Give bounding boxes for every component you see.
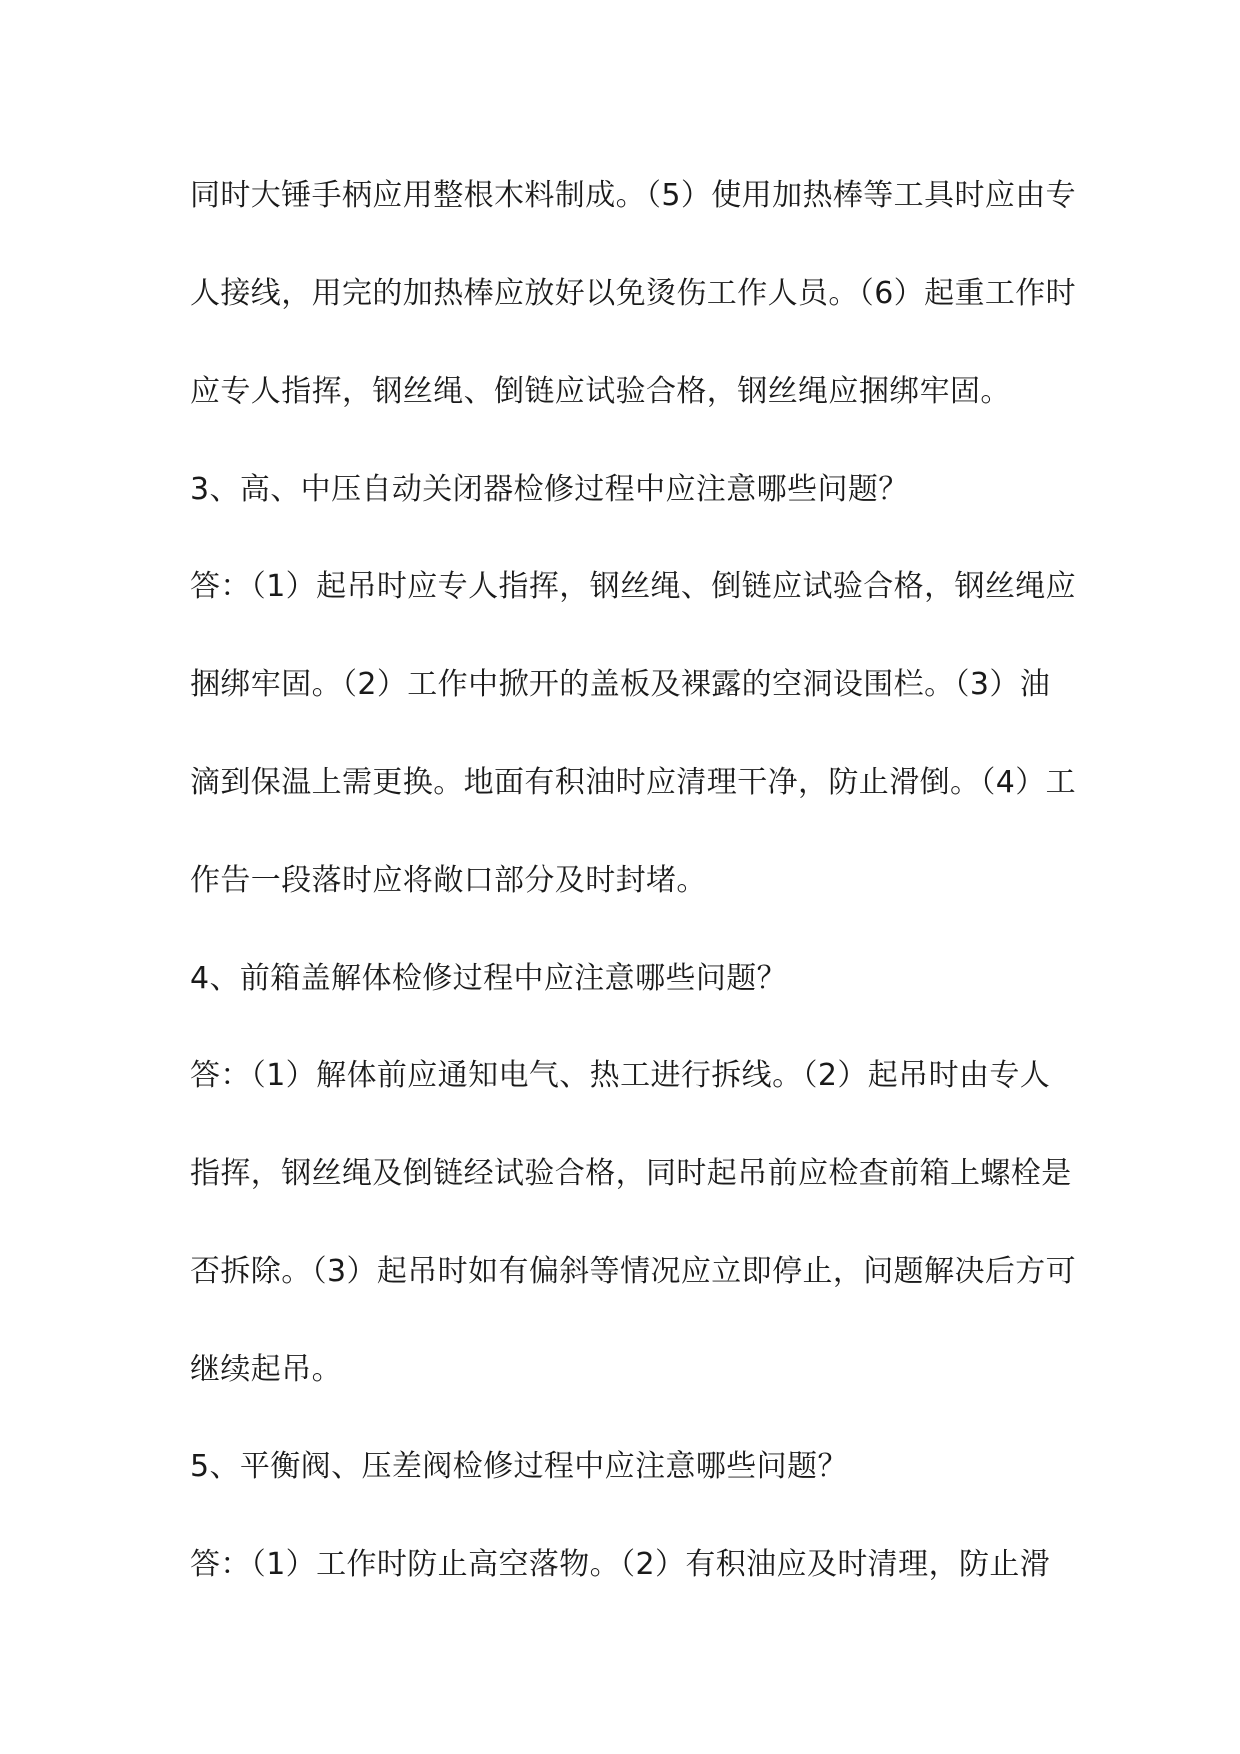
- answer-line: 继续起吊。: [190, 1352, 342, 1387]
- answer-line: 滴到保温上需更换。地面有积油时应清理干净，防止滑倒。（4）工: [190, 765, 1077, 800]
- question-heading: 3、高、中压自动关闭器检修过程中应注意哪些问题？: [190, 472, 909, 507]
- question-heading: 4、前箱盖解体检修过程中应注意哪些问题？: [190, 961, 788, 996]
- paragraph-line: 应专人指挥，钢丝绳、倒链应试验合格，钢丝绳应捆绑牢固。: [190, 374, 1011, 409]
- answer-line: 答：（1）起吊时应专人指挥，钢丝绳、倒链应试验合格，钢丝绳应: [190, 569, 1077, 604]
- paragraph-line: 人接线，用完的加热棒应放好以免烫伤工作人员。（6）起重工作时: [190, 276, 1077, 311]
- paragraph-line: 同时大锤手柄应用整根木料制成。（5）使用加热棒等工具时应由专: [190, 178, 1077, 213]
- answer-line: 捆绑牢固。（2）工作中掀开的盖板及裸露的空洞设围栏。（3）油: [190, 667, 1051, 702]
- question-heading: 5、平衡阀、压差阀检修过程中应注意哪些问题？: [190, 1449, 848, 1484]
- answer-line: 答：（1）工作时防止高空落物。（2）有积油应及时清理，防止滑: [190, 1547, 1051, 1582]
- answer-line: 否拆除。（3）起吊时如有偏斜等情况应立即停止，问题解决后方可: [190, 1254, 1077, 1289]
- answer-line: 指挥，钢丝绳及倒链经试验合格，同时起吊前应检查前箱上螺栓是: [190, 1156, 1072, 1191]
- answer-line: 作告一段落时应将敞口部分及时封堵。: [190, 863, 707, 898]
- answer-line: 答：（1）解体前应通知电气、热工进行拆线。（2）起吊时由专人: [190, 1058, 1051, 1093]
